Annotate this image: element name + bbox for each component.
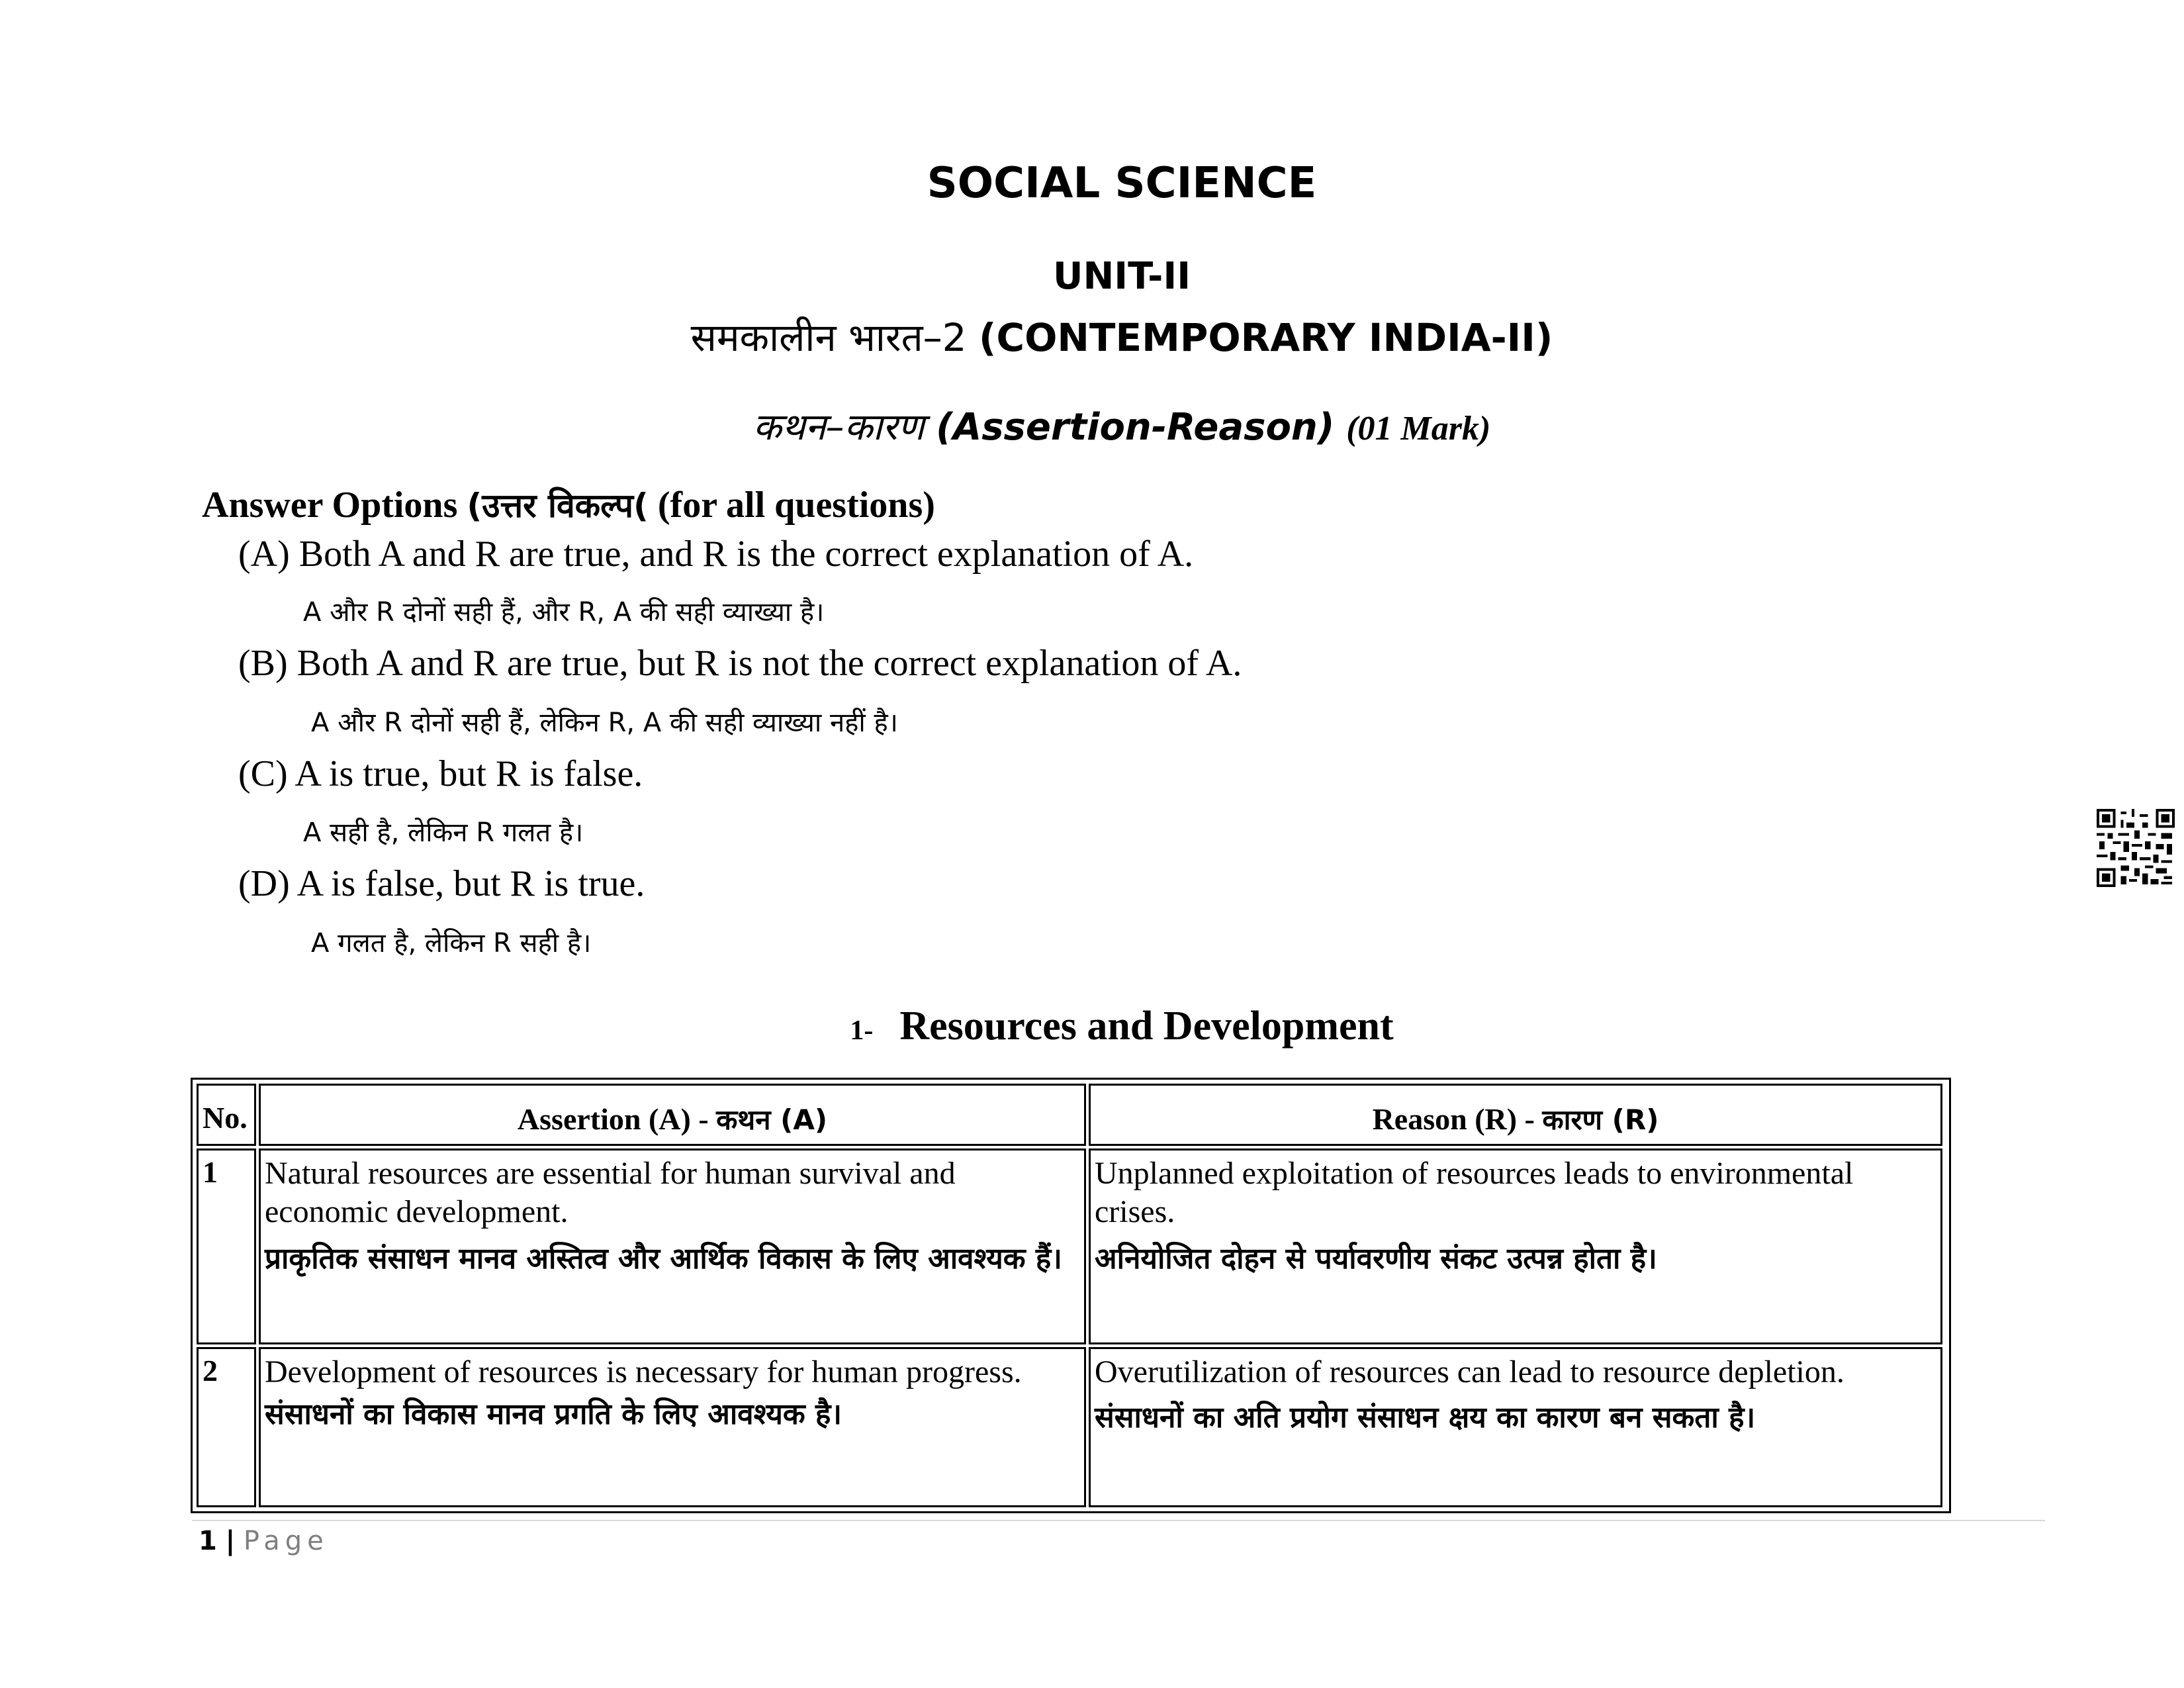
header-assertion-en: Assertion (A) -: [517, 1102, 709, 1136]
option-c-hindi: A सही है, लेकिन R गलत है।: [303, 818, 584, 848]
row-2-assertion-hi: संसाधनों का विकास मानव प्रगति के लिए आवश्यक है।: [265, 1397, 842, 1431]
section-type-english: (Assertion-Reason): [936, 406, 1335, 449]
section-title-text: Resources and Development: [899, 1004, 1394, 1049]
answer-options-heading-en: Answer Options: [202, 485, 458, 526]
option-b-english: (B) Both A and R are true, but R is not the correct explanation of A.: [238, 643, 1242, 684]
marks-label: (01 Mark): [1346, 410, 1491, 447]
table-row-1-no: 1: [197, 1149, 256, 1344]
header-reason-hi: कारण (R): [1542, 1103, 1659, 1136]
option-d-hindi: A गलत है, लेकिन R सही है।: [311, 928, 592, 959]
answer-options-heading: [202, 482, 935, 527]
header-no: No.: [197, 1084, 256, 1146]
header-reason: [1089, 1084, 1942, 1146]
option-b-hindi: A और R दोनों सही हैं, लेकिन R, A की सही व्याख्या नहीं है।: [311, 708, 898, 738]
row-2-reason-en: Overutilization of resources can lead to resource depletion.: [1095, 1354, 1844, 1389]
table-row-2-assertion: [259, 1347, 1086, 1507]
row-1-reason-hi: अनियोजित दोहन से पर्यावरणीय संकट उत्पन्न होता है।: [1095, 1242, 1657, 1276]
option-a-english: (A) Both A and R are true, and R is the correct explanation of A.: [238, 534, 1194, 575]
option-a-hindi: A और R दोनों सही हैं, और R, A की सही व्याख्या है।: [303, 597, 825, 628]
section-type-line: [0, 400, 2184, 451]
table-row-2-no: 2: [197, 1347, 256, 1507]
page-title: SOCIAL SCIENCE: [927, 159, 1317, 208]
header-reason-en: Reason (R) -: [1372, 1102, 1535, 1136]
row-1-assertion-en: Natural resources are essential for human survival and economic development.: [265, 1156, 956, 1229]
row-1-reason-en: Unplanned exploitation of resources leads to environmental crises.: [1095, 1156, 1854, 1229]
header-assertion: [259, 1084, 1086, 1146]
table-row-1-assertion: [259, 1149, 1086, 1344]
page-footer: [199, 1526, 329, 1556]
table-row-2-reason: [1089, 1347, 1942, 1507]
option-c-english: (C) A is true, but R is false.: [238, 753, 643, 794]
row-1-assertion-hi: प्राकृतिक संसाधन मानव अस्तित्व और आर्थिक विकास के लिए आवश्यक हैं।: [265, 1242, 1062, 1276]
section-number: 1-: [850, 1015, 874, 1046]
row-2-assertion-en: Development of resources is necessary for human progress.: [265, 1354, 1022, 1389]
option-d-english: (D) A is false, but R is true.: [238, 863, 645, 904]
subtitle-english: (CONTEMPORARY INDIA-II): [979, 315, 1553, 360]
answer-options-heading-hi: (उत्तर विकल्प(: [467, 487, 649, 525]
section-type-hindi: कथन–कारण: [752, 406, 925, 449]
page-number: 1: [199, 1526, 217, 1556]
header-assertion-hi: कथन (A): [716, 1103, 828, 1136]
subtitle: [0, 310, 2184, 362]
table-row-1-reason: [1089, 1149, 1942, 1344]
assertion-reason-table: [191, 1078, 1951, 1513]
row-2-reason-hi: संसाधनों का अति प्रयोग संसाधन क्षय का कारण बन सकता है।: [1095, 1401, 1756, 1434]
qr-code-icon: [2097, 809, 2175, 887]
page-label: Page: [243, 1526, 329, 1556]
subtitle-hindi: समकालीन भारत–2: [690, 315, 967, 360]
unit-title: UNIT-II: [1052, 255, 1191, 298]
answer-options-heading-tail: (for all questions): [657, 485, 935, 526]
footer-separator: |: [225, 1526, 236, 1556]
footer-divider: [192, 1520, 2045, 1521]
section-title: [0, 1003, 2184, 1050]
